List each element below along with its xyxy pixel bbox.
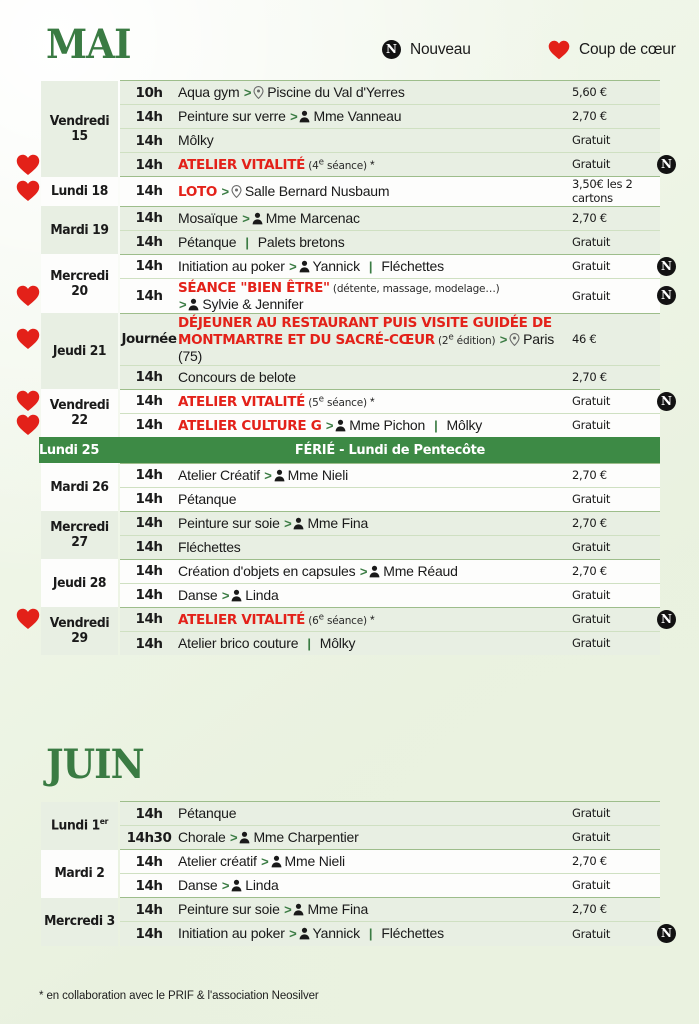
activity-location: Mme Pichon [349, 416, 426, 433]
day-group [39, 313, 660, 389]
day-group [39, 177, 660, 207]
activity-price: 2,70 € [572, 365, 660, 389]
activity-title: Mosaïque [178, 209, 238, 226]
day-label: Mercredi 20 [41, 254, 118, 313]
activity-row [39, 81, 660, 105]
legend-coeur-label: Coup de cœur [579, 41, 676, 58]
activity-cell [178, 583, 572, 607]
activity-time: 14h [120, 254, 178, 278]
day-group [39, 389, 660, 437]
activity-time: 10h [120, 81, 178, 105]
activity-title: Initiation au poker [178, 257, 285, 274]
day-group [39, 463, 660, 511]
activity-row [39, 583, 660, 607]
footnote-star: * [366, 394, 375, 409]
activity-title: Môlky [178, 132, 214, 149]
activity-price: 5,60 € [572, 81, 660, 105]
person-icon [369, 565, 380, 578]
day-label: Mercredi 27 [41, 511, 118, 559]
activity-cell [178, 487, 572, 511]
activity-note: (détente, massage, modelage…) [329, 282, 500, 295]
activity-title-secondary: Fléchettes [381, 257, 444, 274]
activity-location: Mme Fina [307, 901, 369, 918]
arrow-icon: > [218, 183, 229, 199]
activity-row [39, 850, 660, 874]
separator-icon: | [368, 926, 373, 942]
activity-price: 2,70 € [572, 206, 660, 230]
person-icon [293, 903, 304, 916]
activity-location: Sylvie & Jennifer [202, 295, 304, 312]
activity-location: Linda [245, 877, 279, 894]
activity-time: 14h [120, 898, 178, 922]
person-icon [274, 469, 285, 482]
activity-note: (6e séance) [305, 612, 367, 627]
activity-row [39, 230, 660, 254]
activity-price: Gratuit [572, 413, 660, 437]
activity-cell [178, 826, 572, 850]
arrow-icon: > [218, 588, 230, 603]
activity-price: Gratuit [572, 802, 660, 826]
activity-title: Concours de belote [178, 369, 296, 385]
activity-location: Paris (75) [178, 330, 555, 365]
activity-row [39, 389, 660, 413]
activity-time: 14h [120, 631, 178, 655]
activity-time: 14h [120, 365, 178, 389]
activity-title: ATELIER CULTURE G [178, 417, 322, 434]
nouveau-marker: N [657, 610, 676, 629]
day-label: Vendredi 22 [41, 389, 118, 437]
activity-price: 2,70 € [572, 559, 660, 583]
activity-price: Gratuit [572, 129, 660, 153]
activity-price: Gratuit [572, 230, 660, 254]
activity-title: Pétanque [178, 491, 237, 507]
activity-title: Atelier créatif [178, 853, 257, 870]
activity-title: Danse [178, 587, 218, 603]
activity-cell [178, 850, 572, 874]
person-icon [188, 298, 199, 311]
activity-time: 14h [120, 487, 178, 511]
activity-price: 2,70 € [572, 850, 660, 874]
activity-row [39, 413, 660, 437]
activity-time: 14h [120, 278, 178, 313]
person-icon [231, 589, 242, 602]
activity-title-secondary: Fléchettes [381, 925, 444, 942]
activity-row [39, 129, 660, 153]
day-label: Mardi 2 [41, 850, 118, 898]
footnote-star: * [366, 157, 375, 172]
activity-price: 2,70 € [572, 511, 660, 535]
activity-title: Initiation au poker [178, 925, 285, 942]
month-title-mai: MAI [46, 21, 131, 68]
activity-cell [178, 365, 572, 389]
activity-price: 46 € [572, 313, 660, 365]
heart-icon [548, 40, 570, 60]
activity-row [39, 511, 660, 535]
day-group [39, 437, 660, 463]
coup-de-coeur-marker [16, 180, 40, 202]
holiday-label: FÉRIÉ - Lundi de Pentecôte [120, 437, 660, 463]
day-group [39, 607, 660, 655]
activity-title: Atelier Créatif [178, 467, 260, 483]
activity-title: Pétanque [178, 805, 237, 822]
activity-title: Fléchettes [178, 539, 241, 555]
activity-time: 14h [120, 389, 178, 413]
activity-cell [178, 413, 572, 437]
activity-title: Danse [178, 877, 218, 894]
activity-time: 14h [120, 874, 178, 898]
activity-title: ATELIER VITALITÉ [178, 611, 306, 628]
activity-cell [178, 129, 572, 153]
activity-row [39, 206, 660, 230]
separator-icon: | [245, 234, 249, 250]
activity-price: Gratuit [572, 254, 660, 278]
activity-title: ATELIER VITALITÉ [178, 393, 306, 410]
activity-cell [178, 511, 572, 535]
activity-location: Salle Bernard Nusbaum [244, 182, 390, 199]
activity-time: 14h [120, 230, 178, 254]
activity-time: 14h [120, 153, 178, 177]
person-icon [293, 517, 304, 530]
activity-location: Mme Fina [307, 515, 369, 531]
activity-cell [178, 535, 572, 559]
month-title-juin: JUIN [46, 741, 144, 788]
activity-title: Peinture sur soie [178, 901, 280, 918]
activity-time: 14h [120, 607, 178, 631]
activity-price: 2,70 € [572, 463, 660, 487]
nouveau-marker: N [657, 924, 676, 943]
activity-row [39, 559, 660, 583]
person-icon [252, 212, 263, 225]
activity-row [39, 463, 660, 487]
activity-row [39, 177, 660, 207]
activity-price: Gratuit [572, 631, 660, 655]
activity-time: 14h [120, 535, 178, 559]
activity-title: DÉJEUNER AU RESTAURANT PUIS VISITE GUIDÉE DE MONTMARTRE ET DU SACRÉ-CŒUR [178, 314, 552, 348]
activity-time: 14h [120, 206, 178, 230]
day-group [39, 559, 660, 607]
activity-time: 14h [120, 463, 178, 487]
activity-time: 14h [120, 177, 178, 207]
activity-cell [178, 177, 572, 207]
activity-title: Peinture sur soie [178, 515, 280, 531]
activity-note: (4e séance) [305, 157, 367, 172]
activity-price: Gratuit [572, 389, 660, 413]
activity-cell [178, 463, 572, 487]
day-label: Lundi 1er [41, 802, 118, 850]
activity-location: Piscine du Val d'Yerres [267, 84, 405, 101]
coup-de-coeur-marker [16, 154, 40, 176]
activity-time: 14h [120, 802, 178, 826]
day-group [39, 254, 660, 313]
activity-location: Mme Nieli [284, 853, 345, 870]
arrow-icon: > [285, 258, 297, 274]
activity-price: 3,50€ les 2 cartons [572, 177, 660, 207]
activity-location: Mme Réaud [383, 563, 458, 579]
day-label: Lundi 25 [39, 437, 120, 463]
activity-cell [178, 313, 572, 365]
activity-title: Aqua gym [178, 84, 240, 101]
activity-cell [178, 631, 572, 655]
legend-nouveau-label: Nouveau [410, 40, 471, 58]
person-icon [299, 927, 310, 940]
activity-cell [178, 922, 572, 946]
activity-location: Mme Marcenac [265, 209, 360, 226]
activity-time: Journée [120, 313, 178, 365]
activity-time: 14h [120, 511, 178, 535]
activity-price: 2,70 € [572, 898, 660, 922]
day-group [39, 802, 660, 850]
activity-cell [178, 254, 572, 278]
location-pin-icon [253, 86, 264, 99]
activity-location: Mme Charpentier [253, 829, 359, 846]
activity-cell [178, 230, 572, 254]
activity-cell [178, 389, 572, 413]
day-label: Mardi 26 [41, 463, 118, 511]
activity-cell [178, 559, 572, 583]
activity-price: Gratuit [572, 826, 660, 850]
person-icon [231, 879, 242, 892]
coup-de-coeur-marker [16, 608, 40, 630]
activity-cell [178, 874, 572, 898]
calendar-table-mai [39, 80, 660, 655]
activity-title: ATELIER VITALITÉ [178, 156, 306, 173]
day-label: Mercredi 3 [41, 898, 118, 946]
location-pin-icon [231, 185, 242, 198]
activity-price: Gratuit [572, 583, 660, 607]
day-label: Lundi 18 [41, 177, 118, 207]
separator-icon: | [368, 258, 373, 274]
arrow-icon: > [285, 926, 297, 942]
activity-title: Création d'objets en capsules [178, 563, 356, 579]
nouveau-marker: N [657, 392, 676, 411]
activity-time: 14h [120, 129, 178, 153]
activity-row [39, 105, 660, 129]
arrow-icon: > [240, 85, 252, 101]
day-group [39, 206, 660, 254]
activity-title-secondary: Palets bretons [257, 233, 345, 250]
activity-title: SÉANCE "BIEN ÊTRE" [178, 279, 330, 296]
activity-row [39, 535, 660, 559]
activity-time: 14h [120, 850, 178, 874]
activity-title: Peinture sur verre [178, 108, 286, 125]
coup-de-coeur-marker [16, 285, 40, 307]
activity-cell [178, 105, 572, 129]
day-group [39, 850, 660, 898]
person-icon [335, 419, 346, 432]
legend-nouveau [382, 40, 471, 59]
activity-cell [178, 802, 572, 826]
activity-row [39, 802, 660, 826]
person-icon [299, 110, 310, 123]
coup-de-coeur-marker [16, 328, 40, 350]
activity-price: 2,70 € [572, 105, 660, 129]
day-label: Jeudi 21 [41, 313, 118, 389]
activity-price: Gratuit [572, 153, 660, 177]
location-pin-icon [509, 333, 520, 346]
footnote: * en collaboration avec le PRIF & l'association Neosilver [39, 990, 319, 1002]
nouveau-marker: N [657, 155, 676, 174]
activity-row [39, 278, 660, 313]
nouveau-marker: N [657, 286, 676, 305]
activity-row [39, 898, 660, 922]
activity-row [39, 631, 660, 655]
day-label: Mardi 19 [41, 206, 118, 254]
activity-location: Mme Vanneau [313, 108, 402, 125]
arrow-icon: > [260, 468, 272, 483]
activity-cell [178, 278, 572, 313]
day-label: Vendredi 29 [41, 607, 118, 655]
activity-price: Gratuit [572, 922, 660, 946]
arrow-icon: > [356, 564, 368, 579]
arrow-icon: > [218, 878, 230, 894]
activity-location: Linda [245, 587, 279, 603]
activity-cell [178, 607, 572, 631]
activity-time: 14h [120, 105, 178, 129]
activity-note: (2e édition) [434, 332, 496, 347]
coup-de-coeur-marker [16, 390, 40, 412]
separator-icon: | [434, 417, 438, 433]
legend-coup-de-coeur [548, 40, 676, 60]
day-group [39, 81, 660, 177]
activity-price: Gratuit [572, 535, 660, 559]
arrow-icon: > [238, 210, 250, 226]
day-label: Vendredi 15 [41, 81, 118, 177]
holiday-row [39, 437, 660, 463]
activity-cell [178, 206, 572, 230]
arrow-icon: > [496, 331, 508, 347]
activity-row [39, 313, 660, 365]
arrow-icon: > [226, 830, 238, 846]
person-icon [239, 831, 250, 844]
activity-row [39, 874, 660, 898]
activity-cell [178, 898, 572, 922]
activity-title: Chorale [178, 829, 226, 846]
activity-row [39, 487, 660, 511]
day-group [39, 898, 660, 946]
activity-cell [178, 153, 572, 177]
activity-row [39, 153, 660, 177]
activity-cell [178, 81, 572, 105]
activity-price: Gratuit [572, 607, 660, 631]
activity-title: Pétanque [178, 233, 237, 250]
activity-title-secondary: Môlky [446, 416, 483, 433]
footnote-star: * [366, 612, 375, 627]
activity-row [39, 365, 660, 389]
activity-row [39, 254, 660, 278]
activity-price: Gratuit [572, 278, 660, 313]
person-icon [271, 855, 282, 868]
activity-row [39, 826, 660, 850]
person-icon [299, 260, 310, 273]
arrow-icon: > [280, 902, 292, 918]
activity-price: Gratuit [572, 874, 660, 898]
arrow-icon: > [257, 854, 269, 870]
activity-price: Gratuit [572, 487, 660, 511]
calendar-table-juin [39, 801, 660, 946]
arrow-icon: > [280, 516, 292, 531]
activity-time: 14h30 [120, 826, 178, 850]
activity-time: 14h [120, 413, 178, 437]
arrow-icon: > [286, 109, 298, 125]
n-badge-icon: N [382, 40, 401, 59]
activity-title-secondary: Môlky [319, 635, 356, 652]
arrow-icon: > [322, 417, 334, 433]
activity-title: Atelier brico couture [178, 635, 299, 652]
activity-row [39, 607, 660, 631]
activity-location: Yannick [312, 925, 360, 942]
activity-title: LOTO [178, 183, 218, 200]
separator-icon: | [307, 636, 311, 652]
nouveau-marker: N [657, 257, 676, 276]
day-group [39, 511, 660, 559]
activity-location: Yannick [312, 257, 360, 274]
arrow-icon: > [179, 296, 187, 312]
activity-note: (5e séance) [305, 394, 367, 409]
activity-row [39, 922, 660, 946]
day-label: Jeudi 28 [41, 559, 118, 607]
activity-time: 14h [120, 922, 178, 946]
activity-time: 14h [120, 583, 178, 607]
activity-location: Mme Nieli [287, 467, 349, 483]
activity-time: 14h [120, 559, 178, 583]
coup-de-coeur-marker [16, 414, 40, 436]
